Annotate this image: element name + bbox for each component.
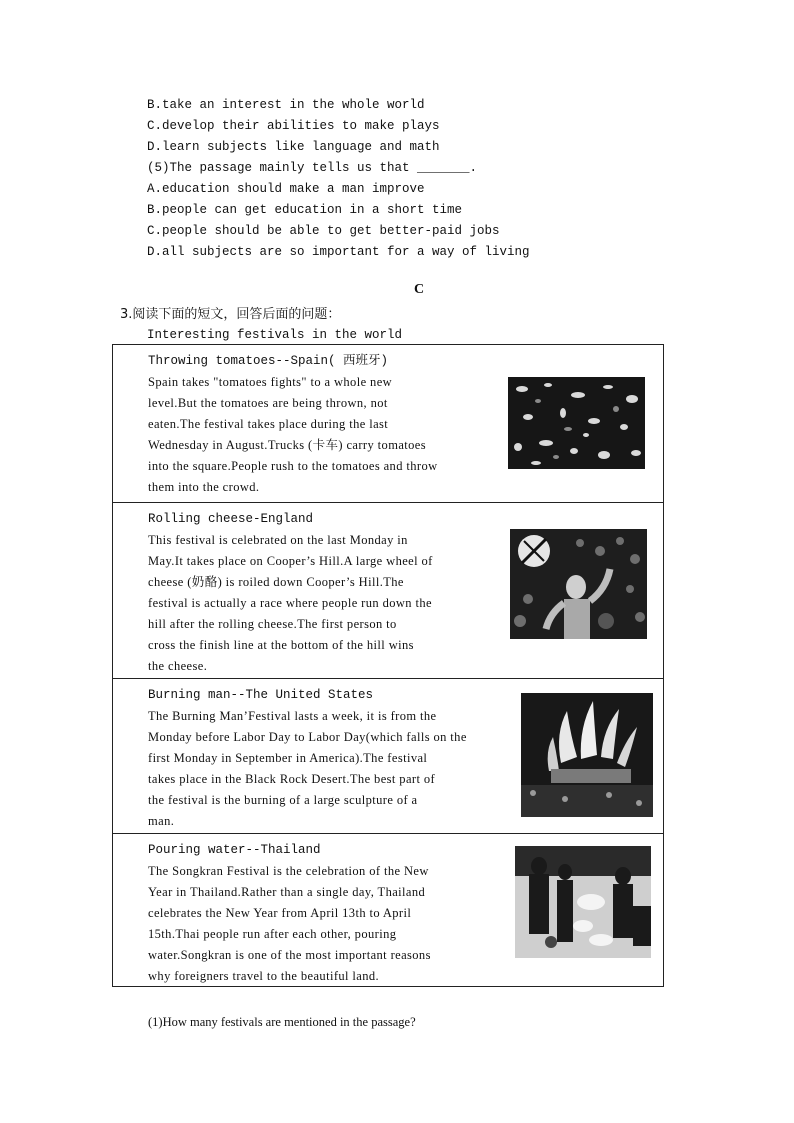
text-line: the festival is the burning of a large sculpture of a bbox=[148, 793, 418, 807]
festival-row-pouring-water bbox=[113, 833, 663, 988]
option-line: D.learn subjects like language and math bbox=[147, 140, 440, 154]
burning-man-photo bbox=[521, 693, 653, 817]
text-line: water.Songkran is one of the most important reasons bbox=[148, 948, 431, 962]
tomato-fight-photo bbox=[508, 377, 645, 469]
text-line: cross the finish line at the bottom of the hill wins bbox=[148, 638, 414, 652]
section-letter: C bbox=[414, 282, 425, 297]
text-line: the cheese. bbox=[148, 659, 208, 673]
question-intro: 3.阅读下面的短文，回答后面的问题： bbox=[120, 307, 341, 322]
text-line: man. bbox=[148, 814, 175, 828]
option-line: C.people should be able to get better-paid jobs bbox=[147, 224, 500, 238]
festival-row-cheese bbox=[113, 502, 663, 678]
option-line: B.people can get education in a short time bbox=[147, 203, 463, 217]
option-line: C.develop their abilities to make plays bbox=[147, 119, 440, 133]
text-line: cheese (奶酪) is roiled down Cooper’s Hill.The bbox=[148, 575, 404, 589]
festival-text bbox=[148, 509, 433, 677]
festival-heading: Pouring water--Thailand bbox=[148, 843, 321, 857]
text-line: celebrates the New Year from April 13th to April bbox=[148, 906, 412, 920]
question-1: (1)How many festivals are mentioned in the passage? bbox=[148, 1015, 416, 1029]
passage-title: Interesting festivals in the world bbox=[147, 328, 403, 342]
cheese-rolling-photo bbox=[510, 529, 647, 639]
option-line: D.all subjects are so important for a way of living bbox=[147, 245, 530, 259]
festival-heading: Burning man--The United States bbox=[148, 688, 374, 702]
festival-row-burning-man bbox=[113, 678, 663, 833]
text-line: Monday before Labor Day to Labor Day(which falls on the bbox=[148, 730, 467, 744]
text-line: eaten.The festival takes place during the last bbox=[148, 417, 389, 431]
text-line: why foreigners travel to the beautiful land. bbox=[148, 969, 380, 983]
text-line: first Monday in September in America).The festival bbox=[148, 751, 428, 765]
festivals-table bbox=[112, 344, 664, 987]
answer-options bbox=[147, 95, 530, 263]
question-5: (5)The passage mainly tells us that _______. bbox=[147, 161, 478, 175]
songkran-photo bbox=[515, 846, 651, 958]
text-line: The Songkran Festival is the celebration of the New bbox=[148, 864, 429, 878]
text-line: 15th.Thai people run after each other, pouring bbox=[148, 927, 397, 941]
option-line: A.education should make a man improve bbox=[147, 182, 425, 196]
text-line: festival is actually a race where people run down the bbox=[148, 596, 432, 610]
text-line: takes place in the Black Rock Desert.The best part of bbox=[148, 772, 436, 786]
text-line: level.But the tomatoes are being thrown, not bbox=[148, 396, 388, 410]
text-line: The Burning Man’Festival lasts a week, it is from the bbox=[148, 709, 437, 723]
text-line: them into the crowd. bbox=[148, 480, 260, 494]
text-line: into the square.People rush to the tomatoes and throw bbox=[148, 459, 438, 473]
option-line: B.take an interest in the whole world bbox=[147, 98, 425, 112]
festival-heading: Rolling cheese-England bbox=[148, 512, 314, 526]
festival-heading: Throwing tomatoes--Spain( 西班牙) bbox=[148, 354, 389, 368]
festival-row-tomatoes bbox=[113, 345, 663, 502]
text-line: Spain takes "tomatoes fights" to a whole new bbox=[148, 375, 393, 389]
festival-text bbox=[148, 351, 438, 498]
text-line: Wednesday in August.Trucks (卡车) carry tomatoes bbox=[148, 438, 427, 452]
text-line: This festival is celebrated on the last Monday in bbox=[148, 533, 408, 547]
text-line: hill after the rolling cheese.The first person to bbox=[148, 617, 397, 631]
festival-text bbox=[148, 840, 431, 987]
festival-text bbox=[148, 685, 467, 832]
text-line: Year in Thailand.Rather than a single day, Thailand bbox=[148, 885, 426, 899]
text-line: May.It takes place on Cooper’s Hill.A large wheel of bbox=[148, 554, 433, 568]
